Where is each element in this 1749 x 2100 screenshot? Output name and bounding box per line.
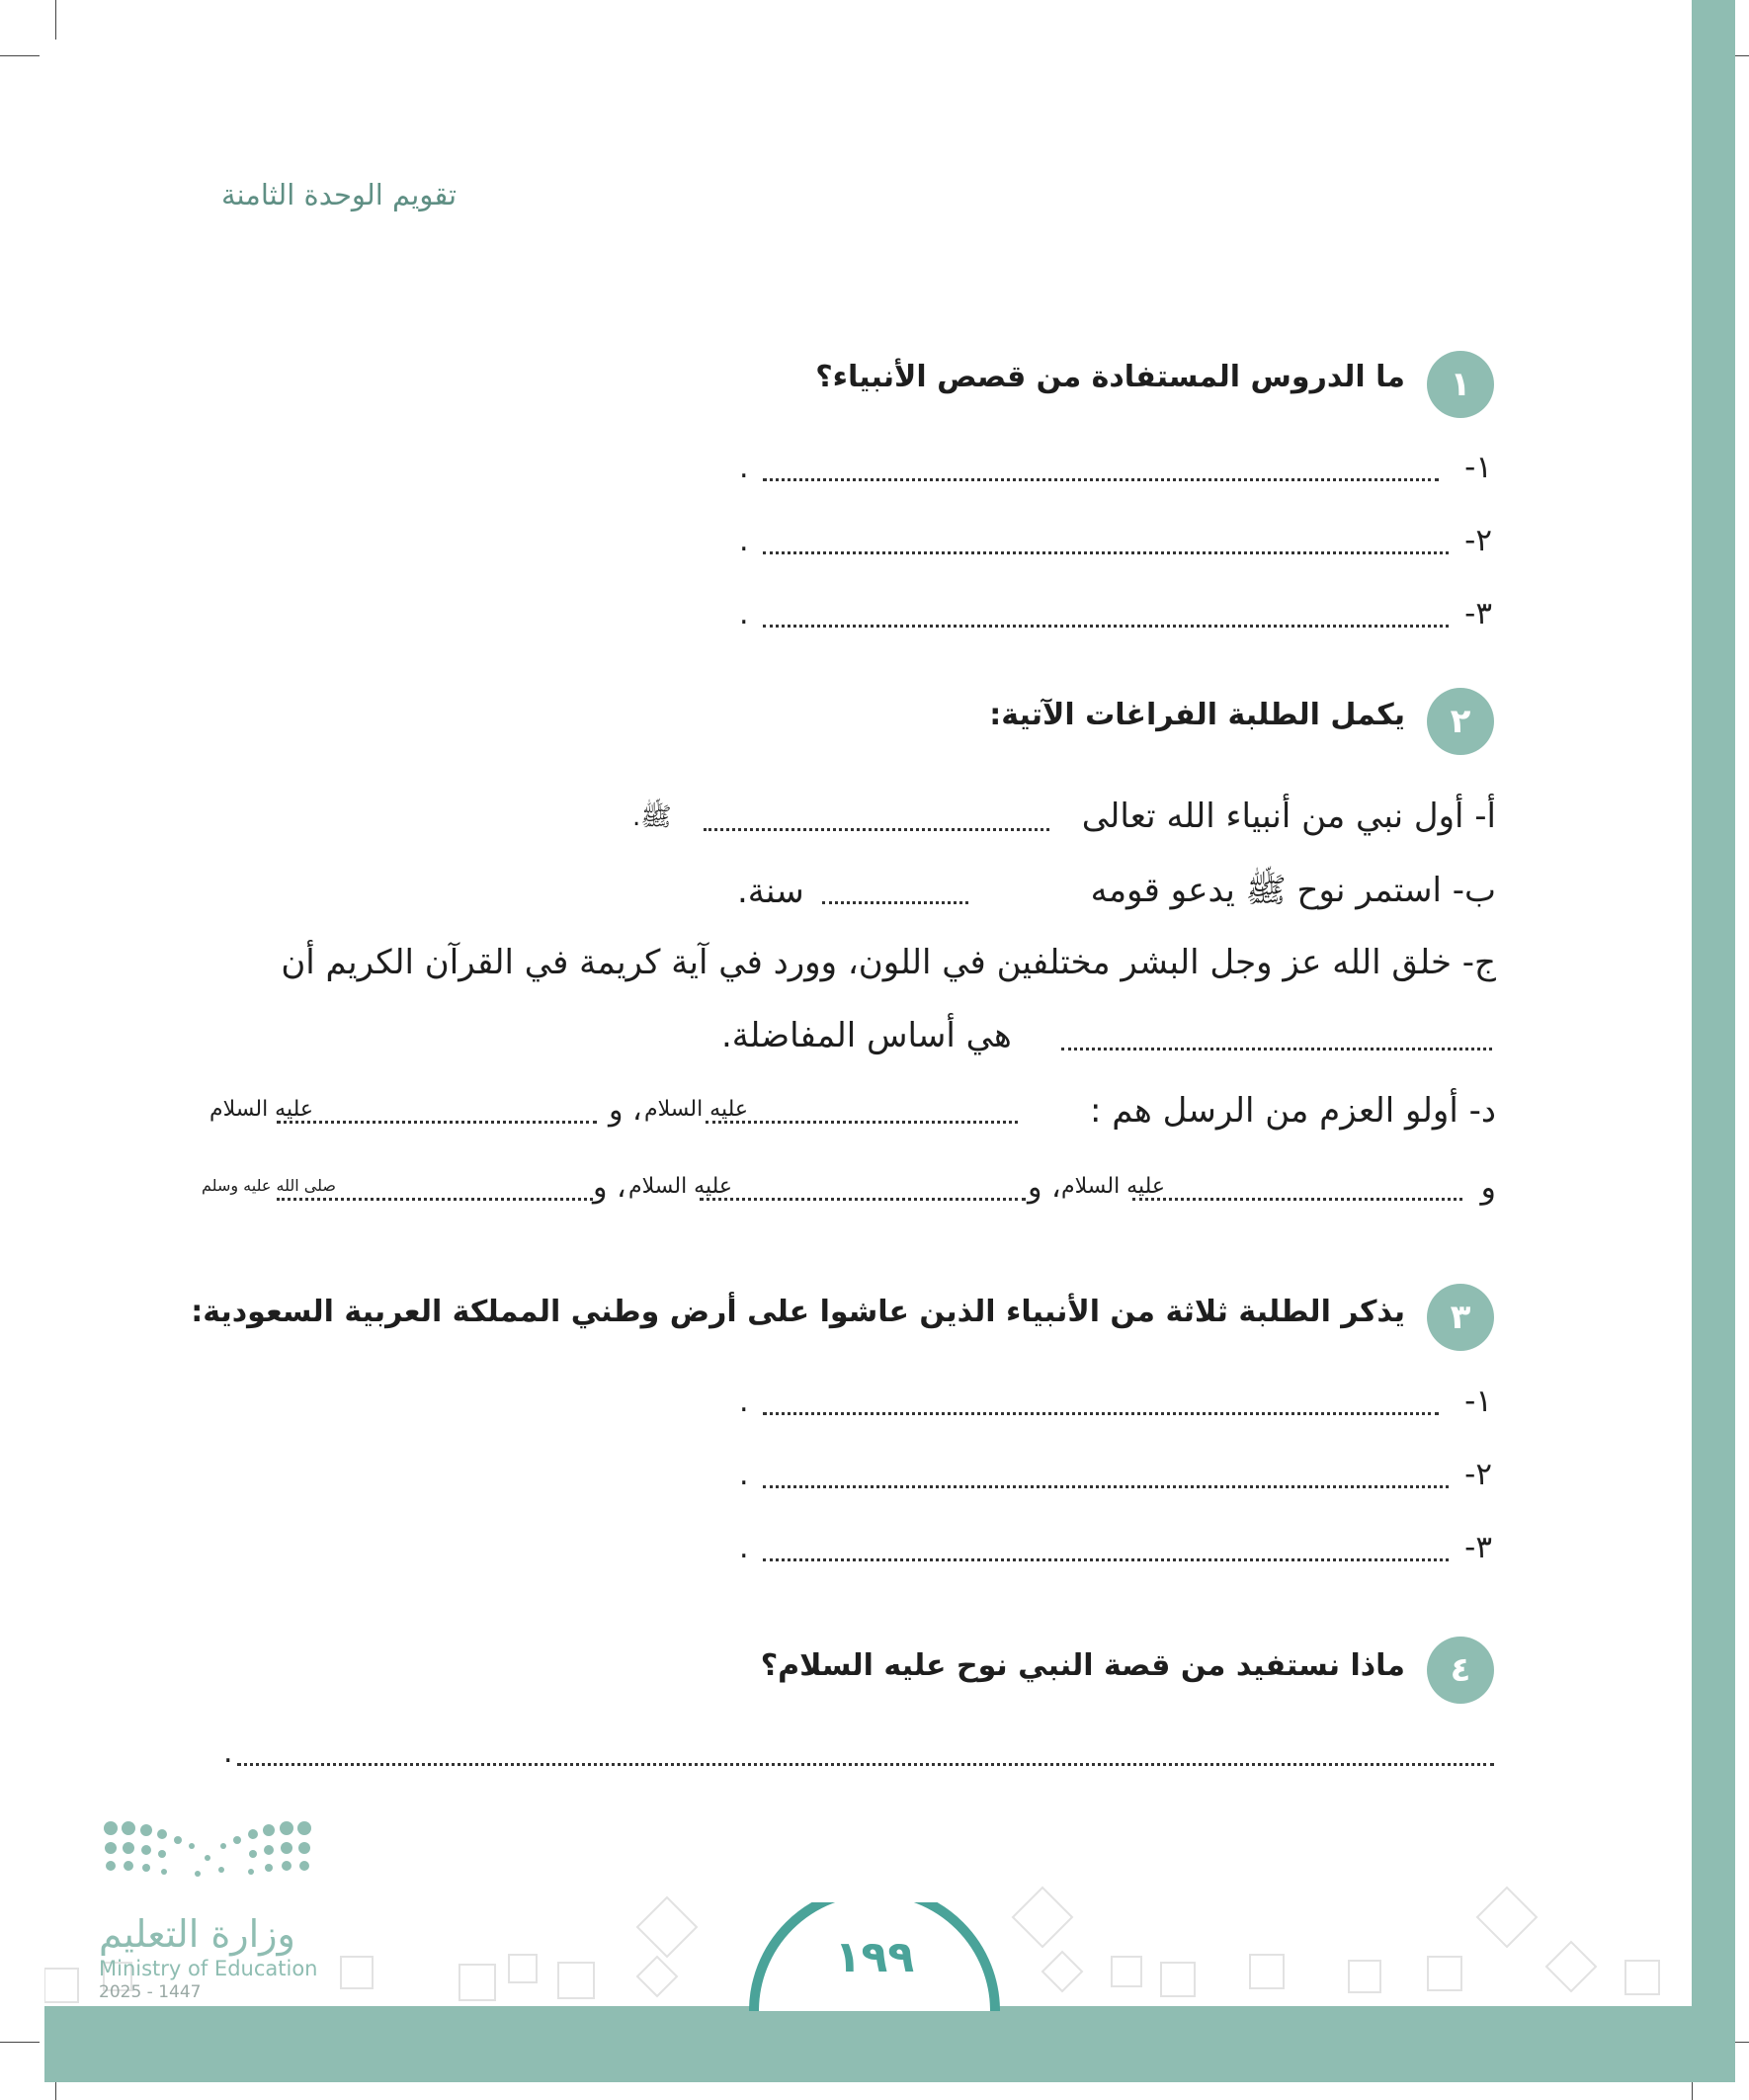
question-title: يذكر الطلبة ثلاثة من الأنبياء الذين عاشوا على أرض وطني المملكة العربية السعودية: xyxy=(191,1295,1405,1329)
blank-line[interactable] xyxy=(277,1121,597,1124)
question-number-badge: ٣ xyxy=(1427,1284,1494,1351)
blank-line[interactable] xyxy=(706,1121,1018,1124)
blank-line[interactable] xyxy=(1061,1048,1492,1050)
honorific-text: عليه السلام xyxy=(1061,1174,1166,1199)
answer-line[interactable] xyxy=(763,478,1439,481)
fill-in-c-text: ج- خلق الله عز وجل البشر مختلفين في اللون، وورد في آية كريمة في القرآن الكريم أن xyxy=(281,943,1496,982)
answer-end-dot: . xyxy=(739,451,749,485)
honorific-prophet-text: صلى الله عليه وسلم xyxy=(202,1176,336,1195)
ministry-logo-arabic: وزارة التعليم xyxy=(99,1912,295,1956)
answer-line[interactable] xyxy=(763,625,1449,628)
answer-number: ٣- xyxy=(1464,596,1492,631)
answer-number: ٢- xyxy=(1464,523,1492,558)
page-edge-strip xyxy=(1692,0,1735,2006)
answer-end-dot: . xyxy=(739,524,749,558)
answer-number: ٢- xyxy=(1464,1457,1492,1492)
honorific-text: عليه السلام xyxy=(644,1097,749,1122)
answer-line[interactable] xyxy=(763,551,1449,554)
honorific-text: ﷺ. xyxy=(632,802,672,832)
answer-number: ١- xyxy=(1464,450,1492,485)
answer-end-dot: . xyxy=(739,597,749,631)
question-title: يكمل الطلبة الفراغات الآتية: xyxy=(989,698,1405,732)
unit-title: تقويم الوحدة الثامنة xyxy=(221,178,458,211)
crop-mark xyxy=(0,2042,40,2043)
question-number-badge: ٤ xyxy=(1427,1637,1494,1704)
blank-line[interactable] xyxy=(277,1198,593,1201)
answer-line[interactable] xyxy=(763,1412,1439,1415)
blank-line[interactable] xyxy=(1132,1198,1462,1201)
answer-line[interactable] xyxy=(763,1485,1449,1488)
fill-in-a-text: أ- أول نبي من أنبياء الله تعالى xyxy=(1081,797,1496,836)
conjunction-text: ، و xyxy=(1028,1170,1061,1205)
question-number-badge: ١ xyxy=(1427,351,1494,418)
conjunction-text: ، و xyxy=(609,1093,642,1128)
fill-in-c-end: هي أساس المفاضلة. xyxy=(721,1016,1012,1055)
answer-number: ٣- xyxy=(1464,1530,1492,1565)
ministry-logo-english: Ministry of Education xyxy=(99,1957,318,1980)
blank-line[interactable] xyxy=(700,1198,1026,1201)
conjunction-text: ، و xyxy=(593,1170,626,1205)
answer-end-dot: . xyxy=(739,1385,749,1419)
question-number-badge: ٢ xyxy=(1427,688,1494,755)
honorific-text: عليه السلام xyxy=(628,1174,733,1199)
answer-line[interactable] xyxy=(237,1763,1494,1766)
crop-mark xyxy=(55,0,56,40)
answer-end-dot: . xyxy=(223,1735,233,1770)
fill-in-b-unit: سنة. xyxy=(737,872,804,911)
answer-end-dot: . xyxy=(739,1531,749,1565)
page-number: ١٩٩ xyxy=(834,1932,915,1982)
question-title: ماذا نستفيد من قصة النبي نوح عليه السلام؟ xyxy=(760,1648,1405,1683)
fill-in-d-text: د- أولو العزم من الرسل هم : xyxy=(1090,1091,1496,1131)
blank-line[interactable] xyxy=(704,828,1049,831)
ministry-logo-year: 2025 - 1447 xyxy=(99,1982,202,2002)
crop-mark xyxy=(0,55,40,56)
answer-number: ١- xyxy=(1464,1384,1492,1419)
conjunction-text: و xyxy=(1480,1168,1496,1206)
ministry-logo-icon xyxy=(99,1818,316,1888)
honorific-text: عليه السلام xyxy=(209,1097,314,1122)
answer-line[interactable] xyxy=(763,1558,1449,1561)
question-title: ما الدروس المستفادة من قصص الأنبياء؟ xyxy=(815,360,1405,394)
fill-in-b-text: ب- استمر نوح ﷺ يدعو قومه xyxy=(1090,871,1496,910)
bottom-band xyxy=(44,2006,1735,2082)
answer-end-dot: . xyxy=(739,1458,749,1492)
blank-line[interactable] xyxy=(822,901,968,904)
